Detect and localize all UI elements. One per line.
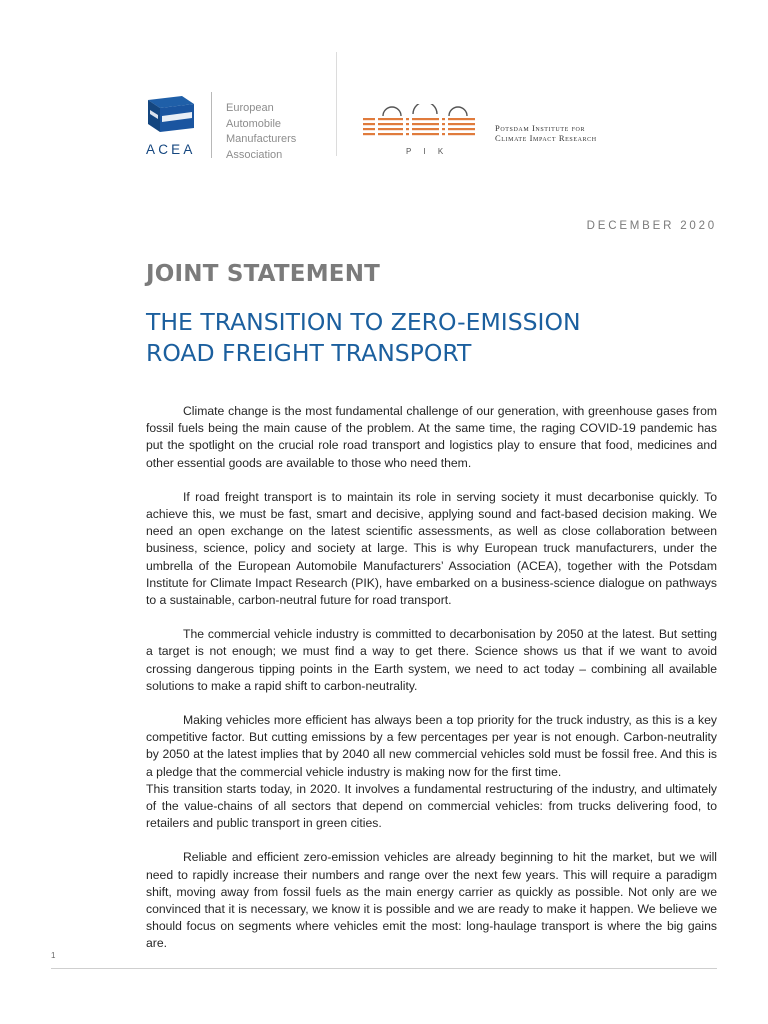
document-body <box>146 403 717 970</box>
pik-telescope-building-icon <box>361 104 479 144</box>
document-date: DECEMBER 2020 <box>586 220 717 232</box>
acea-name-line: European <box>226 102 274 114</box>
document-kicker: JOINT STATEMENT <box>146 261 381 287</box>
footer-rule <box>51 968 717 969</box>
paragraph: The commercial vehicle industry is committed to decarbonisation by 2050 at the latest. But setting a target is not enough; we must find a way to get there. Science shows us that if we want to avoid crossing dangerous tipping points in the Earth system, we need to act today – combining all available solutions to make a rapid shift to carbon-neutrality. <box>146 627 717 693</box>
paragraph: If road freight transport is to maintain its role in serving society it must decarbonise quickly. To achieve this, we must be fast, smart and decisive, applying sound and fact-based decision making. We need an open exchange on the latest scientific assessments, as well as close collaboration between business, science, policy and society at large. This is why European truck manufacturers, under the umbrella of the European Automobile Manufacturers’ Association (ACEA), together with the Potsdam Institute for Climate Impact Research (PIK), have embarked on a business-science dialogue on pathways to a sustainable, carbon-neutral future for road transport. <box>146 489 717 608</box>
paragraph: Making vehicles more efficient has always been a top priority for the truck industry, as this is a key competitive factor. But cutting emissions by a few percentages per year is not enough. Carbon-neutrality by 2050 at the latest implies that by 2040 all new commercial vehicles sold must be fossil free. And this is a pledge that the commercial vehicle industry is making now for the first time. <box>146 713 717 779</box>
acea-name-line: Automobile <box>226 117 282 130</box>
logo-divider <box>336 52 337 156</box>
paragraph: Climate change is the most fundamental challenge of our generation, with greenhouse gases from fossil fuels being the main cause of the problem. At the same time, the raging COVID-19 pandemic has put the spotlight on the crucial role road transport and logistics play to ensure that food, medicines and other essential goods are available to those who need them. <box>146 404 717 470</box>
acea-building-icon <box>146 94 196 134</box>
page-number: 1 <box>51 951 56 960</box>
document-title <box>146 307 706 369</box>
pik-name-line: Potsdam Institute for <box>495 123 586 133</box>
paragraph: This transition starts today, in 2020. It involves a fundamental restructuring of the industry, and ultimately of the value-chains of all sectors that depend on commercial vehicles: from trucks delivering food, to retailers and public transport in green cities. <box>146 781 717 831</box>
acea-name-line: Association <box>226 148 283 161</box>
acea-full-name <box>226 101 296 163</box>
pik-name-line: Climate Impact Research <box>495 133 597 143</box>
title-line: ROAD FREIGHT TRANSPORT <box>146 339 472 367</box>
paragraph: Reliable and efficient zero-emission vehicles are already beginning to hit the market, but we will need to rapidly increase their numbers and range over the next few years. This will require a paradigm shift, moving away from fossil fuels as the main energy carrier as quickly as possible. Not only are we convinced that it is necessary, we know it is possible and we are ready to make it happen. We believe we should focus on segments where vehicles emit the most: long-haulage transport is where the big gains are. <box>146 850 717 951</box>
pik-abbreviation: P I K <box>406 147 449 156</box>
document-header <box>0 0 768 200</box>
title-line: THE TRANSITION TO ZERO-EMISSION <box>146 308 581 336</box>
acea-name-line: Manufacturers <box>226 133 297 145</box>
acea-divider <box>211 92 212 158</box>
pik-full-name <box>495 123 597 143</box>
acea-abbreviation: ACEA <box>146 142 196 157</box>
